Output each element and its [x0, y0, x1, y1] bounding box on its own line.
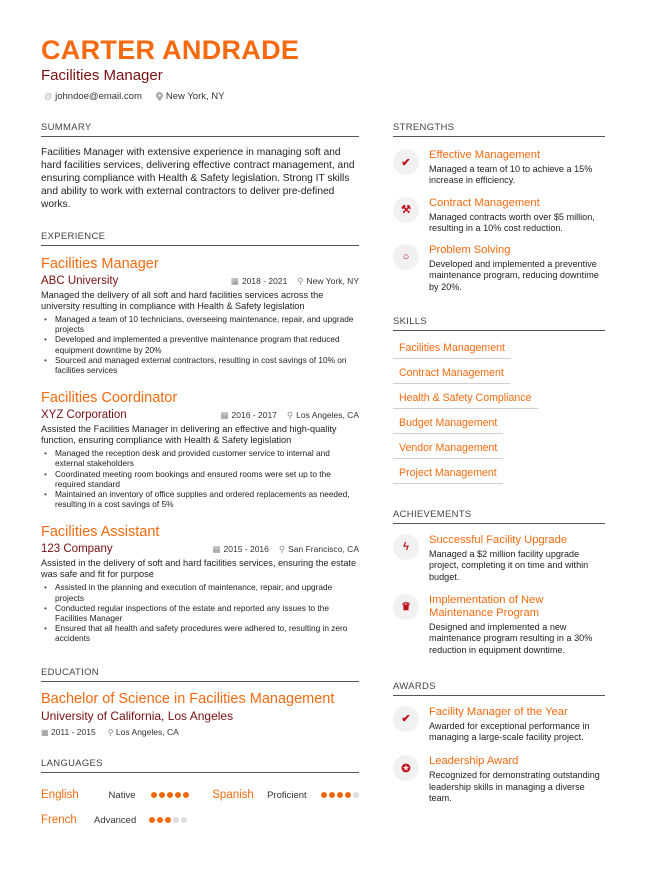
- language-level: Proficient: [267, 789, 307, 801]
- award-desc: Awarded for exceptional performance in managing a large-scale facility project.: [429, 720, 590, 743]
- skill-tag: Project Management: [393, 463, 503, 484]
- job-bullets: [41, 314, 359, 375]
- achievement-item: [393, 594, 605, 656]
- calendar-icon: ▦: [230, 275, 239, 286]
- job-entry: [41, 256, 359, 375]
- job-bullet: • Coordinated meeting room bookings and ensured rooms were set up to the required standard: [41, 469, 359, 489]
- right-column: [393, 122, 605, 804]
- job-company: 123 Company: [41, 543, 113, 556]
- tools-icon: ⚒: [393, 197, 419, 223]
- education-degree: Bachelor of Science in Facilities Management: [41, 690, 335, 707]
- rating-dot-filled: [183, 792, 189, 798]
- job-dates: 2016 - 2017: [231, 409, 277, 420]
- skill-tag: Facilities Management: [393, 338, 511, 359]
- education-meta: [41, 727, 359, 737]
- job-location: San Francisco, CA: [288, 543, 359, 554]
- section-heading-summary: SUMMARY: [41, 122, 359, 137]
- skills-list: [393, 338, 605, 488]
- job-header-row: [41, 275, 359, 287]
- location-pin-icon: ⚲: [278, 543, 286, 554]
- job-description: Assisted in the delivery of soft and hard facilities services, ensuring the estate was safe and fit for purpose: [41, 558, 357, 580]
- rating-dot-filled: [165, 817, 171, 823]
- job-header-row: [41, 543, 359, 555]
- job-header-row: [41, 409, 359, 421]
- experience-list: [41, 256, 359, 644]
- rating-dot-filled: [321, 792, 327, 798]
- language-rating: [321, 792, 359, 798]
- rating-dot-filled: [175, 792, 181, 798]
- section-heading-education: EDUCATION: [41, 667, 359, 682]
- languages-list: [41, 783, 359, 833]
- candidate-name: CARTER ANDRADE: [41, 35, 300, 65]
- strength-title: Contract Management: [429, 196, 540, 209]
- contact-email[interactable]: [44, 91, 142, 102]
- language-name: English: [41, 789, 79, 802]
- language-name: French: [41, 814, 77, 827]
- strength-item: [393, 197, 605, 235]
- award-item: [393, 755, 605, 804]
- rating-dot-filled: [167, 792, 173, 798]
- rating-dot-empty: [181, 817, 187, 823]
- skill-tag: Budget Management: [393, 413, 503, 434]
- job-title: Facilities Coordinator: [41, 390, 178, 407]
- job-company: XYZ Corporation: [41, 409, 127, 422]
- job-bullet: • Maintained an inventory of office supplies and ordered replacements as needed, resulting in a cost savings of 5%: [41, 489, 359, 509]
- section-heading-strengths: STRENGTHS: [393, 122, 605, 137]
- job-description: Assisted the Facilities Manager in delivering an effective and high-quality function, ensuring compliance with Health & Safety legislation: [41, 424, 337, 446]
- job-bullets: [41, 448, 359, 509]
- job-title: Facilities Assistant: [41, 524, 160, 541]
- check-icon: ✔: [393, 149, 419, 175]
- candidate-title: Facilities Manager: [41, 67, 163, 84]
- lightning-icon: ϟ: [393, 534, 419, 560]
- email-text: johndoe@email.com: [55, 91, 142, 102]
- location-text: New York, NY: [165, 91, 225, 102]
- language-level: Native: [108, 789, 136, 801]
- job-entry: [41, 390, 359, 509]
- language-rating: [149, 817, 187, 823]
- award-title: Leadership Award: [429, 755, 519, 768]
- rating-dot-filled: [151, 792, 157, 798]
- job-company: ABC University: [41, 275, 119, 287]
- calendar-icon: ▦: [212, 543, 221, 554]
- job-dates: 2015 - 2016: [223, 543, 269, 554]
- rating-dot-filled: [149, 817, 155, 823]
- contact-location: [156, 91, 225, 102]
- job-meta: [221, 410, 360, 421]
- job-bullet: • Ensured that all health and safety procedures were adhered to, resulting in zero accidents: [41, 623, 359, 643]
- strength-title: Effective Management: [429, 149, 541, 161]
- rating-dot-filled: [159, 792, 165, 798]
- award-item: [393, 706, 605, 744]
- job-bullet: • Conducted regular inspections of the estate and reported any issues to the Facilities Manager: [41, 603, 359, 623]
- rating-dot-filled: [345, 792, 351, 798]
- education-school: University of California, Los Angeles: [41, 708, 234, 723]
- skill-tag: Contract Management: [393, 363, 510, 384]
- section-heading-experience: EXPERIENCE: [41, 231, 359, 246]
- section-heading-languages: LANGUAGES: [41, 758, 359, 773]
- left-column: [41, 122, 359, 833]
- resume-header: [41, 36, 601, 102]
- summary-text: Facilities Manager with extensive experience in managing soft and hard facilities services, delivering effective contract management, and ensuring compliance with Health & Safety legislation. Strong IT skills and ability to work with external contractors to deliver pre-defined works.: [41, 147, 355, 210]
- rating-dot-filled: [157, 817, 163, 823]
- job-bullet: • Developed and implemented a preventive maintenance program that reduced equipment downtime by 20%: [41, 334, 359, 354]
- strength-item: [393, 244, 605, 293]
- education-dates: 2011 - 2015: [50, 726, 96, 737]
- medal-icon: ✪: [393, 755, 419, 781]
- check-icon: ✔: [393, 706, 419, 732]
- job-bullets: [41, 582, 359, 643]
- rating-dot-empty: [173, 817, 179, 823]
- location-pin-icon: ⚲: [286, 409, 294, 420]
- lightbulb-icon: ○: [393, 244, 419, 270]
- job-title: Facilities Manager: [41, 256, 159, 272]
- strength-title: Problem Solving: [429, 244, 511, 257]
- job-bullet: • Managed a team of 10 technicians, overseeing maintenance, repair, and upgrade projects: [41, 314, 359, 334]
- rating-dot-empty: [353, 792, 359, 798]
- achievement-title: Successful Facility Upgrade: [429, 534, 568, 547]
- skill-tag: Health & Safety Compliance: [393, 388, 538, 409]
- language-name: Spanish: [212, 789, 254, 802]
- language-level: Advanced: [94, 814, 137, 826]
- location-pin-icon: [156, 92, 163, 101]
- trophy-icon: ♛: [393, 594, 419, 620]
- languages-row: [41, 783, 359, 808]
- strength-desc: Developed and implemented a preventive maintenance program, reducing downtime by 20%.: [429, 259, 599, 292]
- job-dates: 2018 - 2021: [241, 275, 288, 286]
- language-rating: [151, 792, 189, 798]
- section-heading-achievements: ACHIEVEMENTS: [393, 509, 605, 524]
- award-desc: Recognized for demonstrating outstanding leadership skills in managing a diverse team.: [429, 770, 600, 804]
- strength-item: [393, 149, 605, 187]
- calendar-icon: ▦: [220, 409, 229, 420]
- job-location: Los Angeles, CA: [296, 409, 359, 420]
- job-location: New York, NY: [306, 275, 359, 286]
- rating-dot-filled: [337, 792, 343, 798]
- achievement-desc: Designed and implemented a new maintenance program resulting in a 30% reduction in equipment downtime.: [429, 621, 593, 655]
- strength-desc: Managed contracts worth over $5 million, resulting in a 10% cost reduction.: [429, 211, 595, 233]
- job-meta: [231, 276, 359, 287]
- location-pin-icon: ⚲: [107, 727, 114, 737]
- section-heading-awards: AWARDS: [393, 681, 605, 696]
- achievement-title: Implementation of New Maintenance Program: [429, 593, 544, 619]
- rating-dot-filled: [329, 792, 335, 798]
- job-bullet: • Managed the reception desk and provided customer service to internal and external stakeholders: [41, 448, 359, 468]
- skill-tag: Vendor Management: [393, 438, 503, 459]
- job-bullet: • Sourced and managed external contractors, resulting in cost savings of 10% on facilities services: [41, 355, 359, 375]
- strength-desc: Managed a team of 10 to achieve a 15% increase in efficiency.: [429, 164, 593, 186]
- job-meta: [212, 544, 359, 555]
- at-icon: @: [44, 92, 53, 101]
- job-bullet: • Assisted in the planning and execution of maintenance, repair, and upgrade projects: [41, 582, 359, 602]
- education-location: Los Angeles, CA: [115, 726, 179, 737]
- languages-row: [41, 808, 359, 833]
- job-description: Managed the delivery of all soft and hard facilities services across the university resulting in compliance with Health & Safety legislation: [41, 290, 324, 311]
- award-title: Facility Manager of the Year: [429, 705, 568, 718]
- achievement-desc: Managed a $2 million facility upgrade project, completing it on time and within budget.: [429, 549, 589, 582]
- calendar-icon: ▦: [41, 727, 49, 737]
- contact-row: [41, 91, 601, 102]
- location-pin-icon: ⚲: [297, 275, 304, 286]
- achievement-item: [393, 534, 605, 583]
- job-entry: [41, 524, 359, 643]
- section-heading-skills: SKILLS: [393, 316, 605, 331]
